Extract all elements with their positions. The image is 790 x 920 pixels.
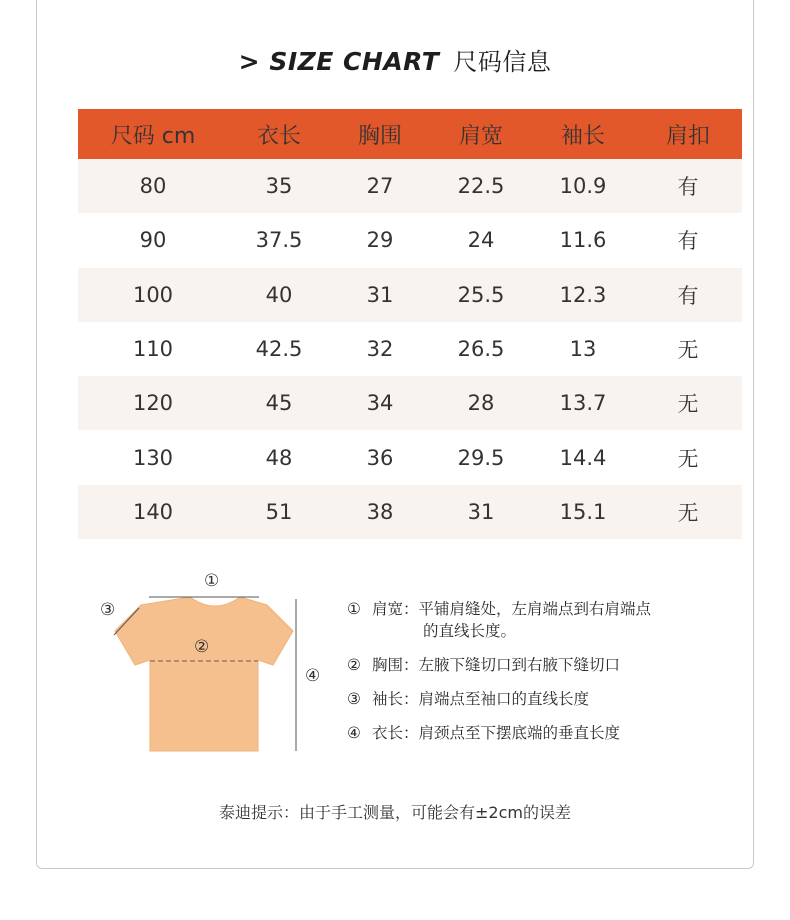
table-cell: 无: [677, 500, 699, 525]
table-cell: 42.5: [255, 337, 303, 362]
table-row: [78, 485, 742, 539]
table-row: [78, 159, 742, 213]
table-cell: 11.6: [559, 228, 607, 253]
table-cell: 31: [467, 499, 495, 524]
table-cell: 26.5: [457, 337, 505, 362]
table-cell: 22.5: [457, 174, 505, 199]
table-cell: 12.3: [559, 282, 607, 307]
marker-3: ③: [100, 600, 116, 620]
header-cell-shoulder: 肩宽: [458, 123, 503, 149]
marker-4: ④: [305, 666, 321, 686]
table-cell: 100: [132, 282, 174, 307]
table-cell: 35: [265, 174, 293, 199]
header-cell-length: 衣长: [256, 123, 301, 149]
table-cell: 29: [366, 228, 394, 253]
page-title: [0, 42, 790, 77]
measurement-notes: [347, 598, 651, 756]
table-cell: 无: [677, 338, 699, 363]
table-cell: 25.5: [457, 282, 505, 307]
marker-1: ①: [204, 571, 220, 591]
table-cell: 140: [132, 499, 174, 524]
table-cell: 130: [132, 445, 174, 470]
table-row: [78, 430, 742, 484]
table-row: [78, 268, 742, 322]
table-header: [78, 109, 742, 159]
table-cell: 90: [139, 228, 167, 253]
table-cell: 13.7: [559, 391, 607, 416]
table-cell: 有: [677, 229, 699, 254]
table-cell: 120: [132, 391, 174, 416]
marker-2: ②: [194, 637, 210, 657]
table-cell: 13: [569, 337, 597, 362]
header-cell-chest: 胸围: [357, 123, 402, 149]
table-cell: 37.5: [255, 228, 303, 253]
note-shoulder: ① 肩宽：平铺肩缝处，左肩端点到右肩端点 的直线长度。: [347, 600, 651, 640]
tshirt-shape: [115, 597, 293, 751]
table-cell: 15.1: [559, 499, 607, 524]
tshirt-diagram: [95, 565, 335, 765]
table-cell: 10.9: [559, 174, 607, 199]
table-cell: 有: [677, 175, 699, 200]
size-table: [78, 109, 742, 539]
table-row: [78, 213, 742, 267]
table-row: [78, 322, 742, 376]
measurement-tip: 泰迪提示：由于手工测量，可能会有±2cm的误差: [219, 803, 571, 822]
table-cell: 80: [139, 174, 167, 199]
table-cell: 38: [366, 499, 394, 524]
table-cell: 31: [366, 282, 394, 307]
table-cell: 29.5: [457, 445, 505, 470]
table-cell: 无: [677, 392, 699, 417]
table-cell: 48: [265, 445, 293, 470]
table-cell: 34: [366, 391, 394, 416]
table-cell: 36: [366, 445, 394, 470]
header-cell-size: 尺码 cm: [110, 123, 196, 149]
table-cell: 有: [677, 283, 699, 308]
table-cell: 无: [677, 446, 699, 471]
note-sleeve: ③ 袖长：肩端点至袖口的直线长度: [347, 690, 589, 708]
header-cell-button: 肩扣: [665, 123, 710, 149]
title-prefix: >: [238, 47, 261, 76]
table-cell: 27: [366, 174, 394, 199]
table-cell: 40: [265, 282, 293, 307]
header-cell-sleeve: 袖长: [560, 123, 605, 149]
table-cell: 32: [366, 337, 394, 362]
table-cell: 110: [132, 337, 174, 362]
table-cell: 51: [265, 499, 293, 524]
table-cell: 24: [467, 228, 495, 253]
table-row: [78, 376, 742, 430]
table-cell: 14.4: [559, 445, 607, 470]
note-chest: ② 胸围：左腋下缝切口到右腋下缝切口: [347, 656, 620, 674]
table-cell: 28: [467, 391, 495, 416]
title-cn: 尺码信息: [453, 48, 552, 76]
title-en: SIZE CHART: [269, 47, 440, 76]
note-length: ④ 衣长：肩颈点至下摆底端的垂直长度: [347, 724, 620, 742]
table-cell: 45: [265, 391, 293, 416]
